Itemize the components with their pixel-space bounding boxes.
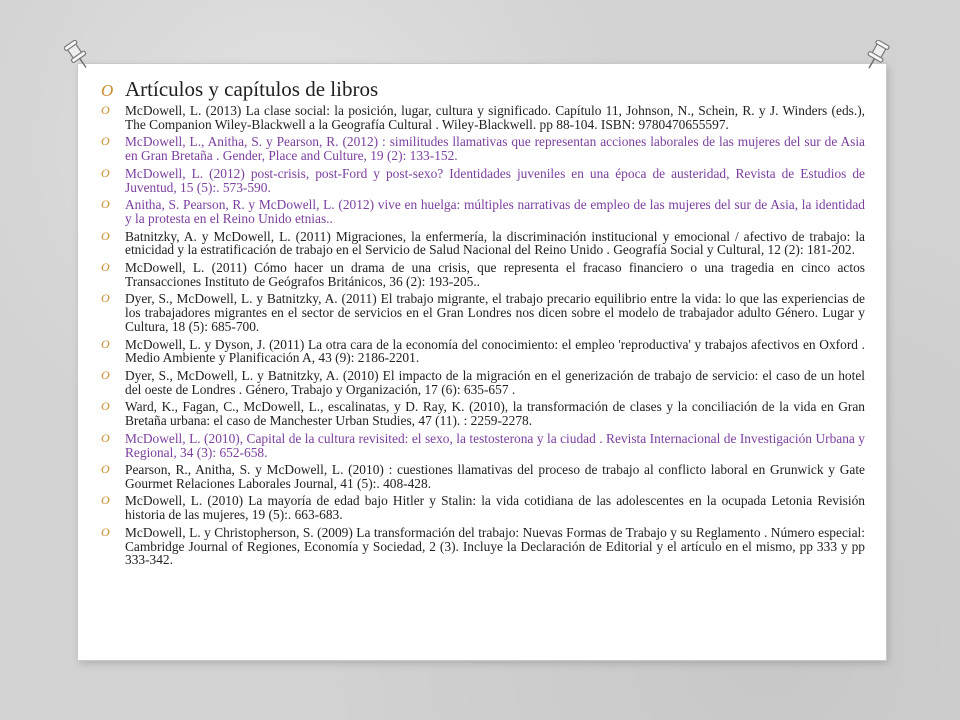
bullet-icon: O <box>101 197 110 212</box>
reference-text: McDowell, L. (2012) post-crisis, post-Ford y post-sexo? Identidades juveniles en una época de austeridad, Revista de Estudios de Juventud, 15 (5):. 573-590. <box>125 165 865 195</box>
reference-text: Batnitzky, A. y McDowell, L. (2011) Migraciones, la enfermería, la discriminación institucional y emocional / afectivo de trabajo: la etnicidad y la estratificación de trabajo en el Servicio de Salud Nacional del Reino Unido . Geografía Social y Cultural, 12 (2): 181-202. <box>125 228 865 258</box>
reference-item <box>101 135 865 163</box>
reference-text: McDowell, L. (2011) Cómo hacer un drama de una crisis, que representa el fracaso financiero o una tragedia en cinco actos Transacciones Instituto de Geógrafos Británicos, 36 (2): 193-205.. <box>125 259 865 289</box>
bullet-icon: O <box>101 103 110 117</box>
reference-text: Anitha, S. Pearson, R. y McDowell, L. (2012) vive en huelga: múltiples narrativas de empleo de las mujeres del sur de Asia, la identidad y la protesta en el Reino Unido etnias.. <box>125 197 865 226</box>
bullet-icon: O <box>101 165 110 180</box>
reference-item <box>101 198 865 226</box>
reference-text: Dyer, S., McDowell, L. y Batnitzky, A. (2011) El trabajo migrante, el trabajo precario equilibrio entre la vida: lo que las experiencias de los trabajadores migrantes en el sector de servicios en el Gran Londres nos dicen sobre el modelo de trabajador adulto Género. Lugar y Cultura, 18 (5): 685-700. <box>125 291 865 334</box>
bullet-icon: O <box>101 291 110 306</box>
slide-content <box>101 77 865 571</box>
bullet-icon: O <box>101 493 110 508</box>
reference-text: McDowell, L., Anitha, S. y Pearson, R. (2012) : similitudes llamativas que representan acciones laborales de las mujeres del sur de Asia en Gran Bretaña . Gender, Place and Culture, 19 (2): 133-152. <box>125 134 865 164</box>
reference-text: McDowell, L. y Christopherson, S. (2009) La transformación del trabajo: Nuevas Formas de Trabajo y su Reglamento . Número especial: Cambridge Journal of Regiones, Economía y Sociedad, 2 (3). Incluye la Declaración de Editorial y el artículo en el mismo, pp 333 y pp 333-342. <box>125 524 865 568</box>
reference-item <box>101 230 865 258</box>
reference-item <box>101 338 865 366</box>
bullet-icon: O <box>101 462 110 477</box>
reference-text: Pearson, R., Anitha, S. y McDowell, L. (2010) : cuestiones llamativas del proceso de trabajo al conflicto laboral en Grunwick y Gate Gourmet Relaciones Laborales Journal, 41 (5):. 408-428. <box>125 462 865 491</box>
reference-text: McDowell, L. (2010) La mayoría de edad bajo Hitler y Stalin: la vida cotidiana de las adolescentes en la ocupada Letonia Revisión historia de las mujeres, 19 (5):. 663-683. <box>125 493 865 523</box>
bullet-icon: O <box>101 134 110 149</box>
bullet-icon: O <box>101 81 114 100</box>
reference-text: Dyer, S., McDowell, L. y Batnitzky, A. (2010) El impacto de la migración en el generización de trabajo de servicio: el caso de un hotel del oeste de Londres . Género, Trabajo y Organización, 17 (6): 635-657 . <box>125 367 865 397</box>
reference-item <box>101 369 865 397</box>
bullet-icon: O <box>101 367 110 382</box>
reference-text: McDowell, L. (2010), Capital de la cultura revisited: el sexo, la testosterona y la ciudad . Revista Internacional de Investigación Urbana y Regional, 34 (3): 652-658. <box>125 430 865 460</box>
bullet-icon: O <box>101 228 110 243</box>
reference-item <box>101 432 865 460</box>
reference-item <box>101 463 865 491</box>
pushpin-icon <box>862 40 890 72</box>
reference-item <box>101 167 865 195</box>
title-row <box>101 77 865 101</box>
reference-item <box>101 400 865 428</box>
bullet-icon: O <box>101 336 110 351</box>
reference-text: McDowell, L. y Dyson, J. (2011) La otra cara de la economía del conocimiento: el empleo 'reproductiva' y trabajos afectivos en Oxford . Medio Ambiente y Planificación A, 43 (9): 2186-2201. <box>125 336 865 366</box>
reference-item <box>101 261 865 289</box>
reference-text: Ward, K., Fagan, C., McDowell, L., escalinatas, y D. Ray, K. (2010), la transformación de clases y la conciliación de la vida en Gran Bretaña urbana: el caso de Manchester Urban Studies, 47 (11). : 2259-2278. <box>125 399 865 429</box>
pushpin-icon <box>64 40 92 72</box>
reference-item <box>101 494 865 522</box>
bullet-icon: O <box>101 259 110 274</box>
slide-title: Artículos y capítulos de libros <box>125 77 379 101</box>
reference-list <box>101 104 865 567</box>
bullet-icon: O <box>101 399 110 414</box>
reference-item <box>101 292 865 333</box>
reference-item <box>101 104 865 132</box>
reference-item <box>101 526 865 567</box>
bullet-icon: O <box>101 430 110 445</box>
bullet-icon: O <box>101 524 110 539</box>
reference-text: McDowell, L. (2013) La clase social: la posición, lugar, cultura y significado. Capítulo 11, Johnson, N., Schein, R. y J. Winders (eds.), The Companion Wiley-Blackwell a la Geografía Cultural . Wiley-Blackwell. pp 88-104. ISBN: 9780470655597. <box>125 103 865 132</box>
